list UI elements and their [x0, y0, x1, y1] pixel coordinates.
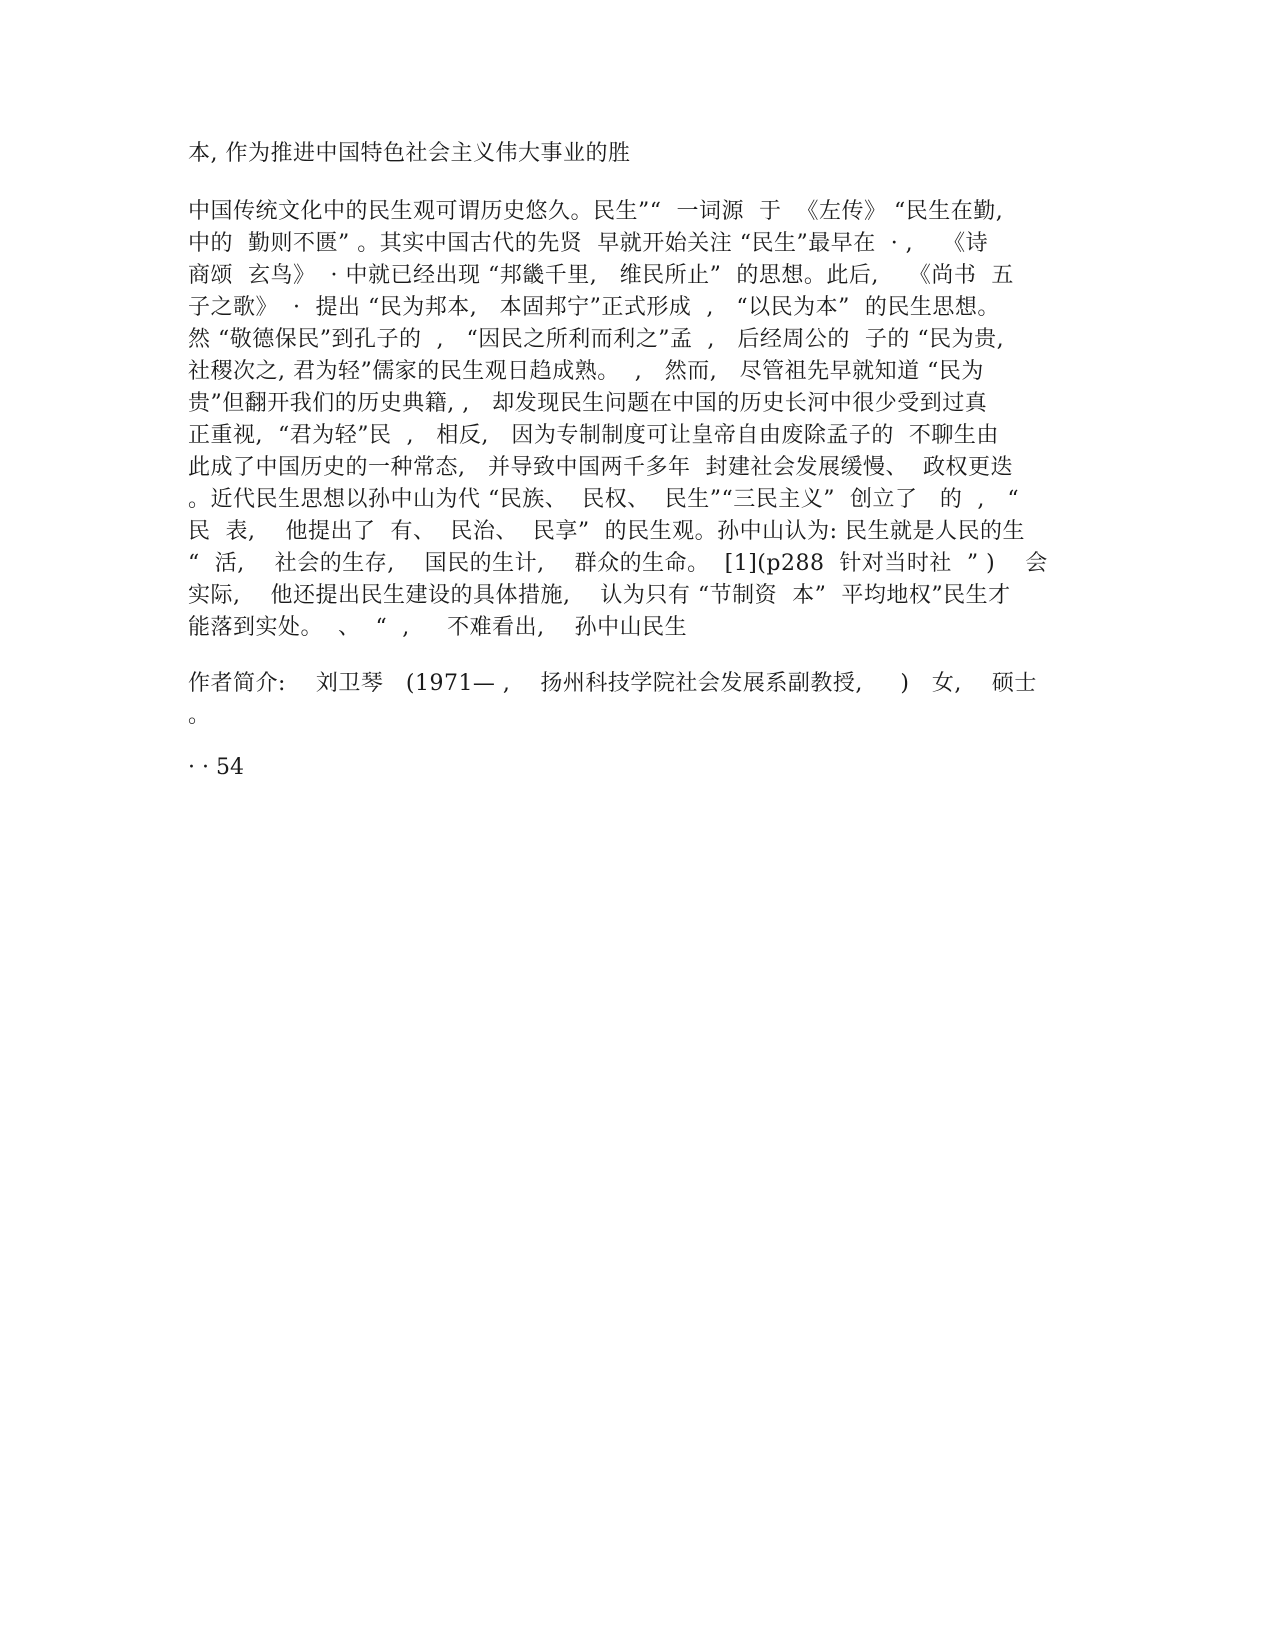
- text-line: “ 活, 社会的生存, 国民的生计, 群众的生命。 [1](p288 针对当时社 ” ) 会: [188, 551, 1048, 576]
- text-line: 商颂 玄鸟》 · 中就已经出现 “邦畿千里, 维民所止” 的思想。此后, 《尚书 五: [188, 263, 1014, 288]
- text-line: 中国传统文化中的民生观可谓历史悠久。民生”“ 一词源 于 《左传》 “民生在勤,: [188, 199, 1004, 224]
- document-page: [188, 138, 1098, 784]
- text-line: 正重视, “君为轻”民 , 相反, 因为专制制度可让皇帝自由废除孟子的 不聊生由: [188, 423, 999, 448]
- text-line: 本, 作为推进中国特色社会主义伟大事业的胜: [188, 141, 631, 166]
- text-line: 。近代民生思想以孙中山为代 “民族、 民权、 民生”“三民主义” 创立了 的 , “: [188, 487, 1020, 512]
- page-number: · · 54: [188, 755, 244, 780]
- author-note: [188, 668, 1098, 732]
- text-line: 民 表, 他提出了 有、 民治、 民享” 的民生观。孙中山认为: 民生就是人民的生: [188, 519, 1026, 544]
- text-line: 然 “敬德保民”到孔子的 , “因民之所利而利之”孟 , 后经周公的 子的 “民为贵,: [188, 327, 1005, 352]
- text-line: 实际, 他还提出民生建设的具体措施, 认为只有 “节制资 本” 平均地权”民生才: [188, 583, 1011, 608]
- text-line: 能落到实处。 、 “ , 不难看出, 孙中山民生: [188, 615, 688, 640]
- text-line: 贵”但翻开我们的历史典籍, , 却发现民生问题在中国的历史长河中很少受到过真: [188, 391, 988, 416]
- text-line: 中的 勤则不匮” 。其实中国古代的先贤 早就开始关注 “民生”最早在 · , 《诗: [188, 231, 989, 256]
- text-line: 作者简介: 刘卫琴 (1971— , 扬州科技学院社会发展系副教授, ) 女, 硕士: [188, 671, 1037, 696]
- text-line: 社稷次之, 君为轻”儒家的民生观日趋成熟。 , 然而, 尽管祖先早就知道 “民为: [188, 359, 984, 384]
- text-line: 。: [188, 703, 211, 728]
- text-line: 子之歌》 · 提出 “民为邦本, 本固邦宁”正式形成 , “以民为本” 的民生思想。: [188, 295, 1000, 320]
- text-line: 此成了中国历史的一种常态, 并导致中国两千多年 封建社会发展缓慢、 政权更迭: [188, 455, 1013, 480]
- body-paragraph: [188, 196, 1098, 644]
- paragraph-fragment: [188, 138, 1098, 170]
